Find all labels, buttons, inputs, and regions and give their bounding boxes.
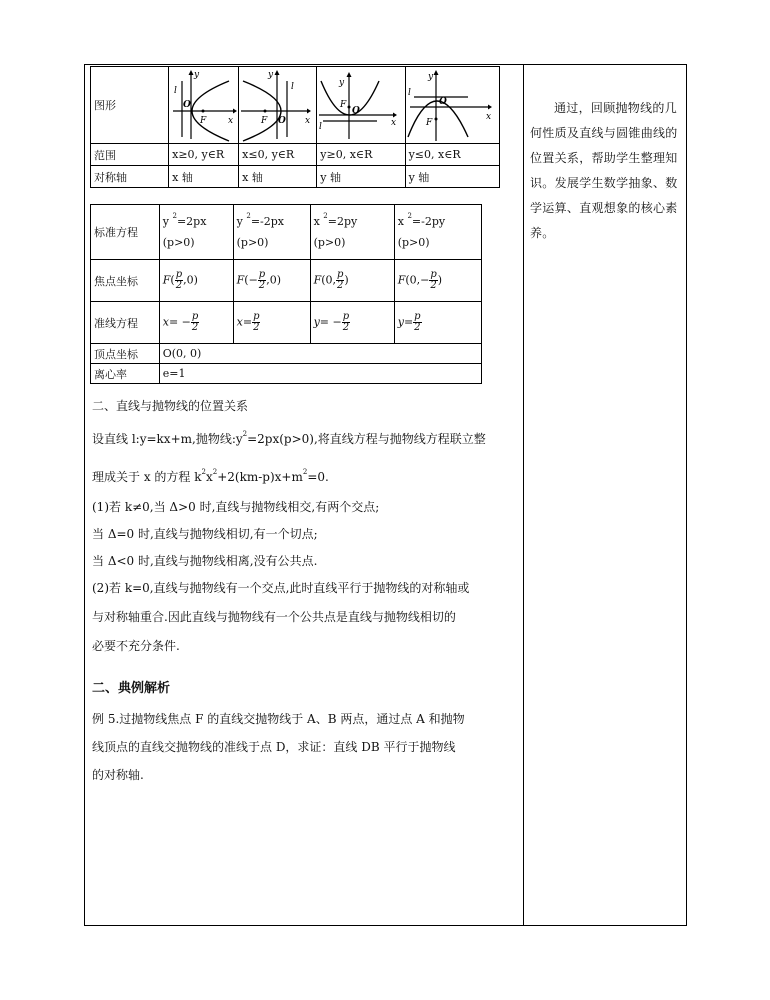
exponent: 2 xyxy=(242,430,248,438)
paragraph-line xyxy=(92,470,329,486)
frac-num: p xyxy=(175,269,183,280)
frac-den: 2 xyxy=(253,322,260,333)
example-line: 例 5.过抛物线焦点 F 的直线交抛物线于 A、B 两点，通过点 A 和抛物 xyxy=(92,712,465,726)
frac-num: p xyxy=(253,311,260,322)
section3-title: 二、典例解析 xyxy=(92,681,171,696)
focus-letter: F xyxy=(397,273,406,287)
axis-cell: x 轴 xyxy=(239,166,317,188)
eq-exp: 2 xyxy=(246,211,251,220)
axis-label-x: x xyxy=(485,112,491,122)
text-span: 理成关于 x 的方程 k xyxy=(92,470,202,484)
parabola-graph-up xyxy=(317,67,403,143)
table-row xyxy=(91,364,482,384)
axis-cell: x 轴 xyxy=(169,166,239,188)
graph-down-opening xyxy=(405,67,499,144)
focus-letter: F xyxy=(236,273,245,287)
table-row xyxy=(91,302,482,344)
parabola-graph-right xyxy=(169,67,237,143)
example-line: 线顶点的直线交抛物线的准线于点 D，求证：直线 DB 平行于抛物线 xyxy=(92,740,456,754)
parabola-graph-down xyxy=(406,67,498,143)
frac-den: 2 xyxy=(430,280,437,291)
eq-rest: =2py xyxy=(327,214,358,228)
parabola-property-table xyxy=(90,204,482,384)
row-label: 顶点坐标 xyxy=(91,344,160,364)
fraction xyxy=(342,312,350,333)
exponent: 2 xyxy=(302,468,308,476)
table-row xyxy=(91,144,500,166)
frac-den: 2 xyxy=(337,280,344,291)
eq-rest: =2px xyxy=(176,214,207,228)
axis-label-y: y xyxy=(268,70,274,80)
std-eq-cell xyxy=(159,205,233,260)
eq-rest: =-2py xyxy=(411,214,446,228)
example-line: 的对称轴. xyxy=(92,768,144,782)
text-span: =0. xyxy=(307,470,329,484)
var: x xyxy=(162,315,169,329)
frac-den: 2 xyxy=(175,280,183,291)
paragraph-line: 当 Δ<0 时,直线与抛物线相离,没有公共点. xyxy=(92,554,318,568)
var: y xyxy=(397,315,404,329)
row-label: 焦点坐标 xyxy=(91,260,160,302)
teaching-intent-note xyxy=(530,96,680,246)
table-row xyxy=(91,205,482,260)
origin-label: O xyxy=(183,100,191,110)
section2-title: 二、直线与抛物线的位置关系 xyxy=(92,399,249,413)
eq-cond: (p>0) xyxy=(236,235,269,249)
focus-letter: F xyxy=(162,273,171,287)
row-label: 范围 xyxy=(91,144,169,166)
range-cell: y≥0, x∈R xyxy=(317,144,405,166)
eq-base: x xyxy=(313,214,320,228)
directrix-cell xyxy=(159,302,233,344)
fraction xyxy=(336,270,344,291)
std-eq-cell xyxy=(394,205,481,260)
focus-cell: F( $\frac{p}{2}$ ,0) xyxy=(159,260,233,302)
frac-num: p xyxy=(191,311,199,322)
table-row xyxy=(91,67,500,144)
vertex-cell: O(0, 0) xyxy=(159,344,481,364)
std-eq-cell xyxy=(310,205,394,260)
range-cell: y≤0, x∈R xyxy=(405,144,499,166)
row-label: 离心率 xyxy=(91,364,160,384)
axis-cell: y 轴 xyxy=(405,166,499,188)
eq-rest: =-2px xyxy=(250,214,284,228)
eccentricity-cell: e=1 xyxy=(159,364,481,384)
frac-num: p xyxy=(430,269,437,280)
paragraph-line: 必要不充分条件. xyxy=(92,639,180,653)
table-row xyxy=(91,260,482,302)
axis-label-y: y xyxy=(427,72,433,82)
eq-sign: = xyxy=(242,315,253,329)
var: x xyxy=(236,315,243,329)
table-row xyxy=(91,166,500,188)
eq-base: y xyxy=(236,214,243,228)
minus-sign: − xyxy=(248,273,258,287)
origin-label: O xyxy=(352,106,361,116)
directrix-cell xyxy=(394,302,481,344)
eq-sign: = − xyxy=(319,315,342,329)
fraction xyxy=(191,312,199,333)
graph-right-opening xyxy=(169,67,239,144)
fraction xyxy=(175,270,183,291)
row-label: 图形 xyxy=(91,67,169,144)
column-divider xyxy=(523,64,524,926)
fraction xyxy=(413,312,421,333)
origin-label: O xyxy=(278,116,286,126)
paragraph-line xyxy=(92,432,486,448)
range-cell: x≥0, y∈R xyxy=(169,144,239,166)
var: y xyxy=(313,315,320,329)
coord: 0 xyxy=(269,273,277,287)
row-label: 标准方程 xyxy=(91,205,160,260)
focus-label: F xyxy=(261,116,268,126)
focus-label: F xyxy=(340,100,347,110)
focus-label: F xyxy=(425,118,432,128)
graph-up-opening xyxy=(317,67,405,144)
exponent: 2 xyxy=(201,468,206,476)
fraction xyxy=(252,312,260,333)
axis-cell: y 轴 xyxy=(317,166,405,188)
frac-den: 2 xyxy=(191,322,199,333)
frac-num: p xyxy=(342,311,350,322)
focus-cell: F(0, $\frac{p}{2}$ ) xyxy=(310,260,394,302)
paragraph-line: (2)若 k=0,直线与抛物线有一个交点,此时直线平行于抛物线的对称轴或 xyxy=(92,581,470,595)
paragraph-line: (1)若 k≠0,当 Δ>0 时,直线与抛物线相交,有两个交点; xyxy=(92,500,380,514)
frac-num: p xyxy=(414,311,421,322)
directrix-cell xyxy=(233,302,310,344)
std-eq-cell xyxy=(233,205,310,260)
coord: 0 xyxy=(325,273,333,287)
minus-sign: − xyxy=(420,273,430,287)
directrix-label: l xyxy=(174,86,178,96)
axis-label-x: x xyxy=(305,116,311,126)
focus-label: F xyxy=(200,116,207,126)
axis-label-y: y xyxy=(339,78,345,88)
eq-cond: (p>0) xyxy=(162,235,195,249)
table-row xyxy=(91,344,482,364)
axis-label-y: y xyxy=(194,70,200,80)
fraction xyxy=(429,270,437,291)
paragraph-line: 与对称轴重合.因此直线与抛物线有一个公共点是直线与抛物线相切的 xyxy=(92,610,456,624)
directrix-label: l xyxy=(407,88,411,98)
eq-base: y xyxy=(162,214,169,228)
row-label: 准线方程 xyxy=(91,302,160,344)
text-span: x xyxy=(205,470,213,484)
origin-label: O xyxy=(438,97,447,107)
eq-base: x xyxy=(397,214,404,228)
directrix-label: l xyxy=(319,122,323,132)
paragraph-line: 当 Δ=0 时,直线与抛物线相切,有一个切点; xyxy=(92,527,318,541)
eq-exp: 2 xyxy=(323,211,328,220)
row-label: 对称轴 xyxy=(91,166,169,188)
text-span: +2(km-p)x+m xyxy=(217,470,303,484)
eq-exp: 2 xyxy=(172,211,177,220)
eq-cond: (p>0) xyxy=(313,235,346,249)
axis-label-x: x xyxy=(228,116,234,126)
eq-sign: = xyxy=(403,315,414,329)
parabola-graph-left xyxy=(239,67,315,143)
fraction xyxy=(258,270,266,291)
directrix-label: l xyxy=(291,82,295,92)
focus-letter: F xyxy=(313,273,322,287)
note-text: 通过，回顾抛物线的几何性质及直线与圆锥曲线的位置关系，帮助学生整理知识。发展学生数学抽象、数学运算、直观想象的核心素养。 xyxy=(530,101,678,240)
directrix-cell xyxy=(310,302,394,344)
range-cell: x≤0, y∈R xyxy=(239,144,317,166)
focus-cell: F(0,− $\frac{p}{2}$ ) xyxy=(394,260,481,302)
eq-sign: = − xyxy=(168,315,191,329)
text-span: 设直线 l:y=kx+m,抛物线:y xyxy=(92,432,243,446)
axis-label-x: x xyxy=(391,118,397,128)
frac-den: 2 xyxy=(414,322,421,333)
frac-num: p xyxy=(337,269,344,280)
frac-den: 2 xyxy=(258,280,266,291)
text-span: =2px(p>0),将直线方程与抛物线方程联立整 xyxy=(247,432,486,446)
parabola-graph-table xyxy=(90,66,500,188)
frac-num: p xyxy=(258,269,266,280)
eq-cond: (p>0) xyxy=(397,235,430,249)
eq-exp: 2 xyxy=(407,211,412,220)
coord: 0 xyxy=(186,273,194,287)
exponent: 2 xyxy=(212,468,218,476)
focus-cell: F(− $\frac{p}{2}$ ,0) xyxy=(233,260,310,302)
frac-den: 2 xyxy=(342,322,350,333)
coord: 0 xyxy=(409,273,417,287)
graph-left-opening xyxy=(239,67,317,144)
